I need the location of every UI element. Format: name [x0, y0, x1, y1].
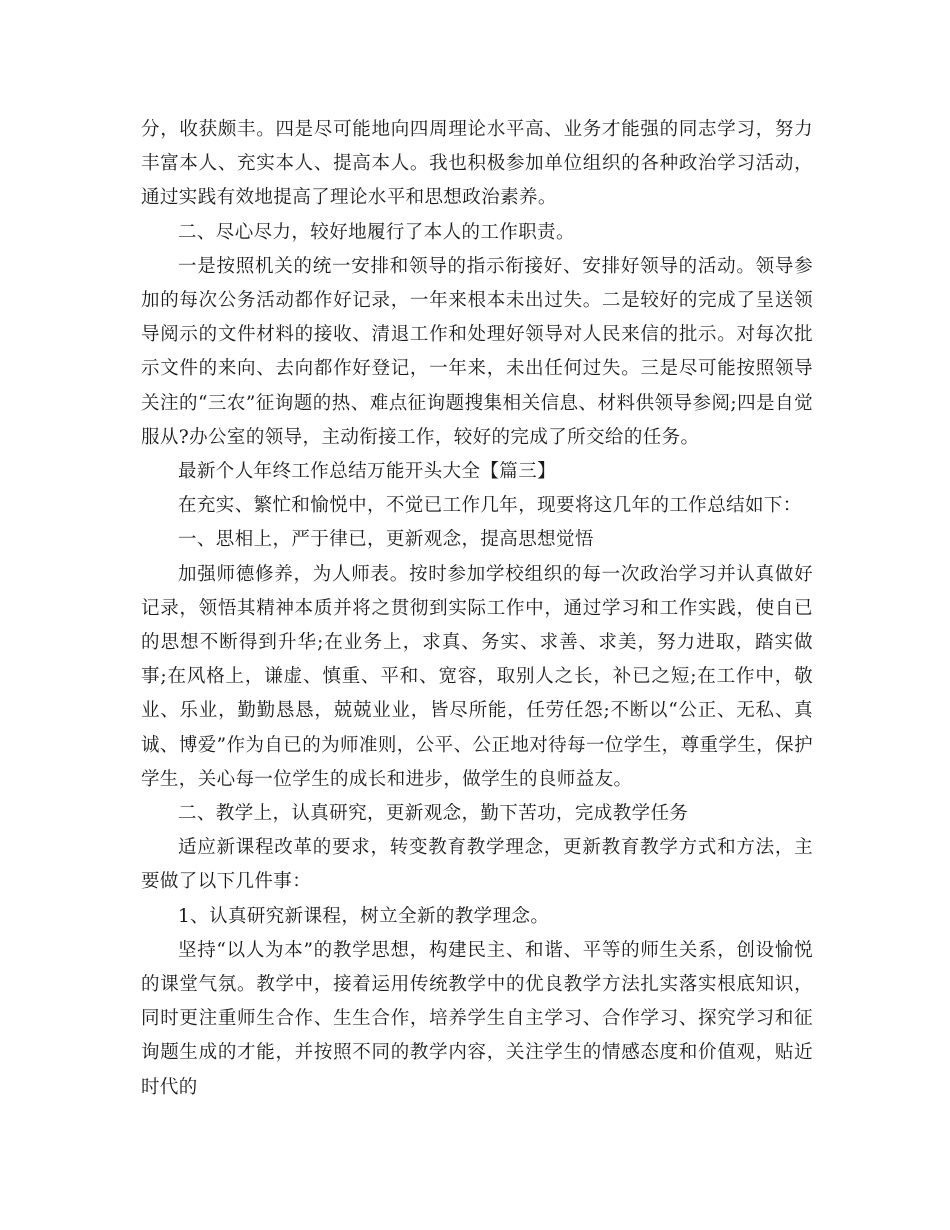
document-body — [141, 113, 813, 1105]
paragraph: 一是按照机关的统一安排和领导的指示衔接好、安排好领导的活动。领导参加的每次公务活动都作好记录，一年来根本未出过失。二是较好的完成了呈送领导阅示的文件材料的接收、清退工作和处理好领导对人民来信的批示。对每次批示文件的来向、去向都作好登记，一年来，未出任何过失。三是尽可能按照领导关注的“三农”征询题的热、难点征询题搜集相关信息、材料供领导参阅;四是自觉服从?办公室的领导，主动衔接工作，较好的完成了所交给的任务。 — [141, 255, 813, 448]
paragraph: 加强师德修养，为人师表。按时参加学校组织的每一次政治学习并认真做好记录，领悟其精神本质并将之贯彻到实际工作中，通过学习和工作实践，使自已的思想不断得到升华;在业务上，求真、务实、求善、求美，努力进取，踏实做事;在风格上，谦虚、慎重、平和、宽容，取别人之长，补已之短;在工作中，敬业、乐业，勤勤恳恳，兢兢业业，皆尽所能，任劳任怨;不断以“公正、无私、真诚、博爱”作为自已的为师准则，公平、公正地对待每一位学生，尊重学生，保护学生，关心每一位学生的成长和进步，做学生的良师益友。 — [141, 563, 813, 790]
paragraph: 坚持“以人为本”的教学思想，构建民主、和谐、平等的师生关系，创设愉悦的课堂气氛。教学中，接着运用传统教学中的优良教学方法扎实落实根底知识，同时更注重师生合作、生生合作，培养学生自主学习、合作学习、探究学习和征询题生成的才能，并按照不同的教学内容，关注学生的情感态度和价值观，贴近时代的 — [141, 939, 813, 1098]
section-heading: 一、思相上，严于律已，更新观念，提高思想觉悟 — [178, 529, 594, 551]
section-heading: 二、尽心尽力，较好地履行了本人的工作职责。 — [178, 221, 575, 243]
section-heading: 二、教学上，认真研究，更新观念，勤下苦功，完成教学任务 — [178, 803, 689, 825]
paragraph: 分，收获颇丰。四是尽可能地向四周理论水平高、业务才能强的同志学习，努力丰富本人、充实本人、提高本人。我也积极参加单位组织的各种政治学习活动，通过实践有效地提高了理论水平和思想政治素养。 — [141, 119, 813, 209]
paragraph: 在充实、繁忙和愉悦中，不觉已工作几年，现要将这几年的工作总结如下： — [178, 495, 802, 517]
subsection-heading: 1、认真研究新课程，树立全新的教学理念。 — [178, 905, 550, 927]
paragraph: 适应新课程改革的要求，转变教育教学理念，更新教育教学方式和方法，主要做了以下几件事： — [141, 837, 813, 893]
article-title: 最新个人年终工作总结万能开头大全【篇三】 — [178, 461, 557, 483]
